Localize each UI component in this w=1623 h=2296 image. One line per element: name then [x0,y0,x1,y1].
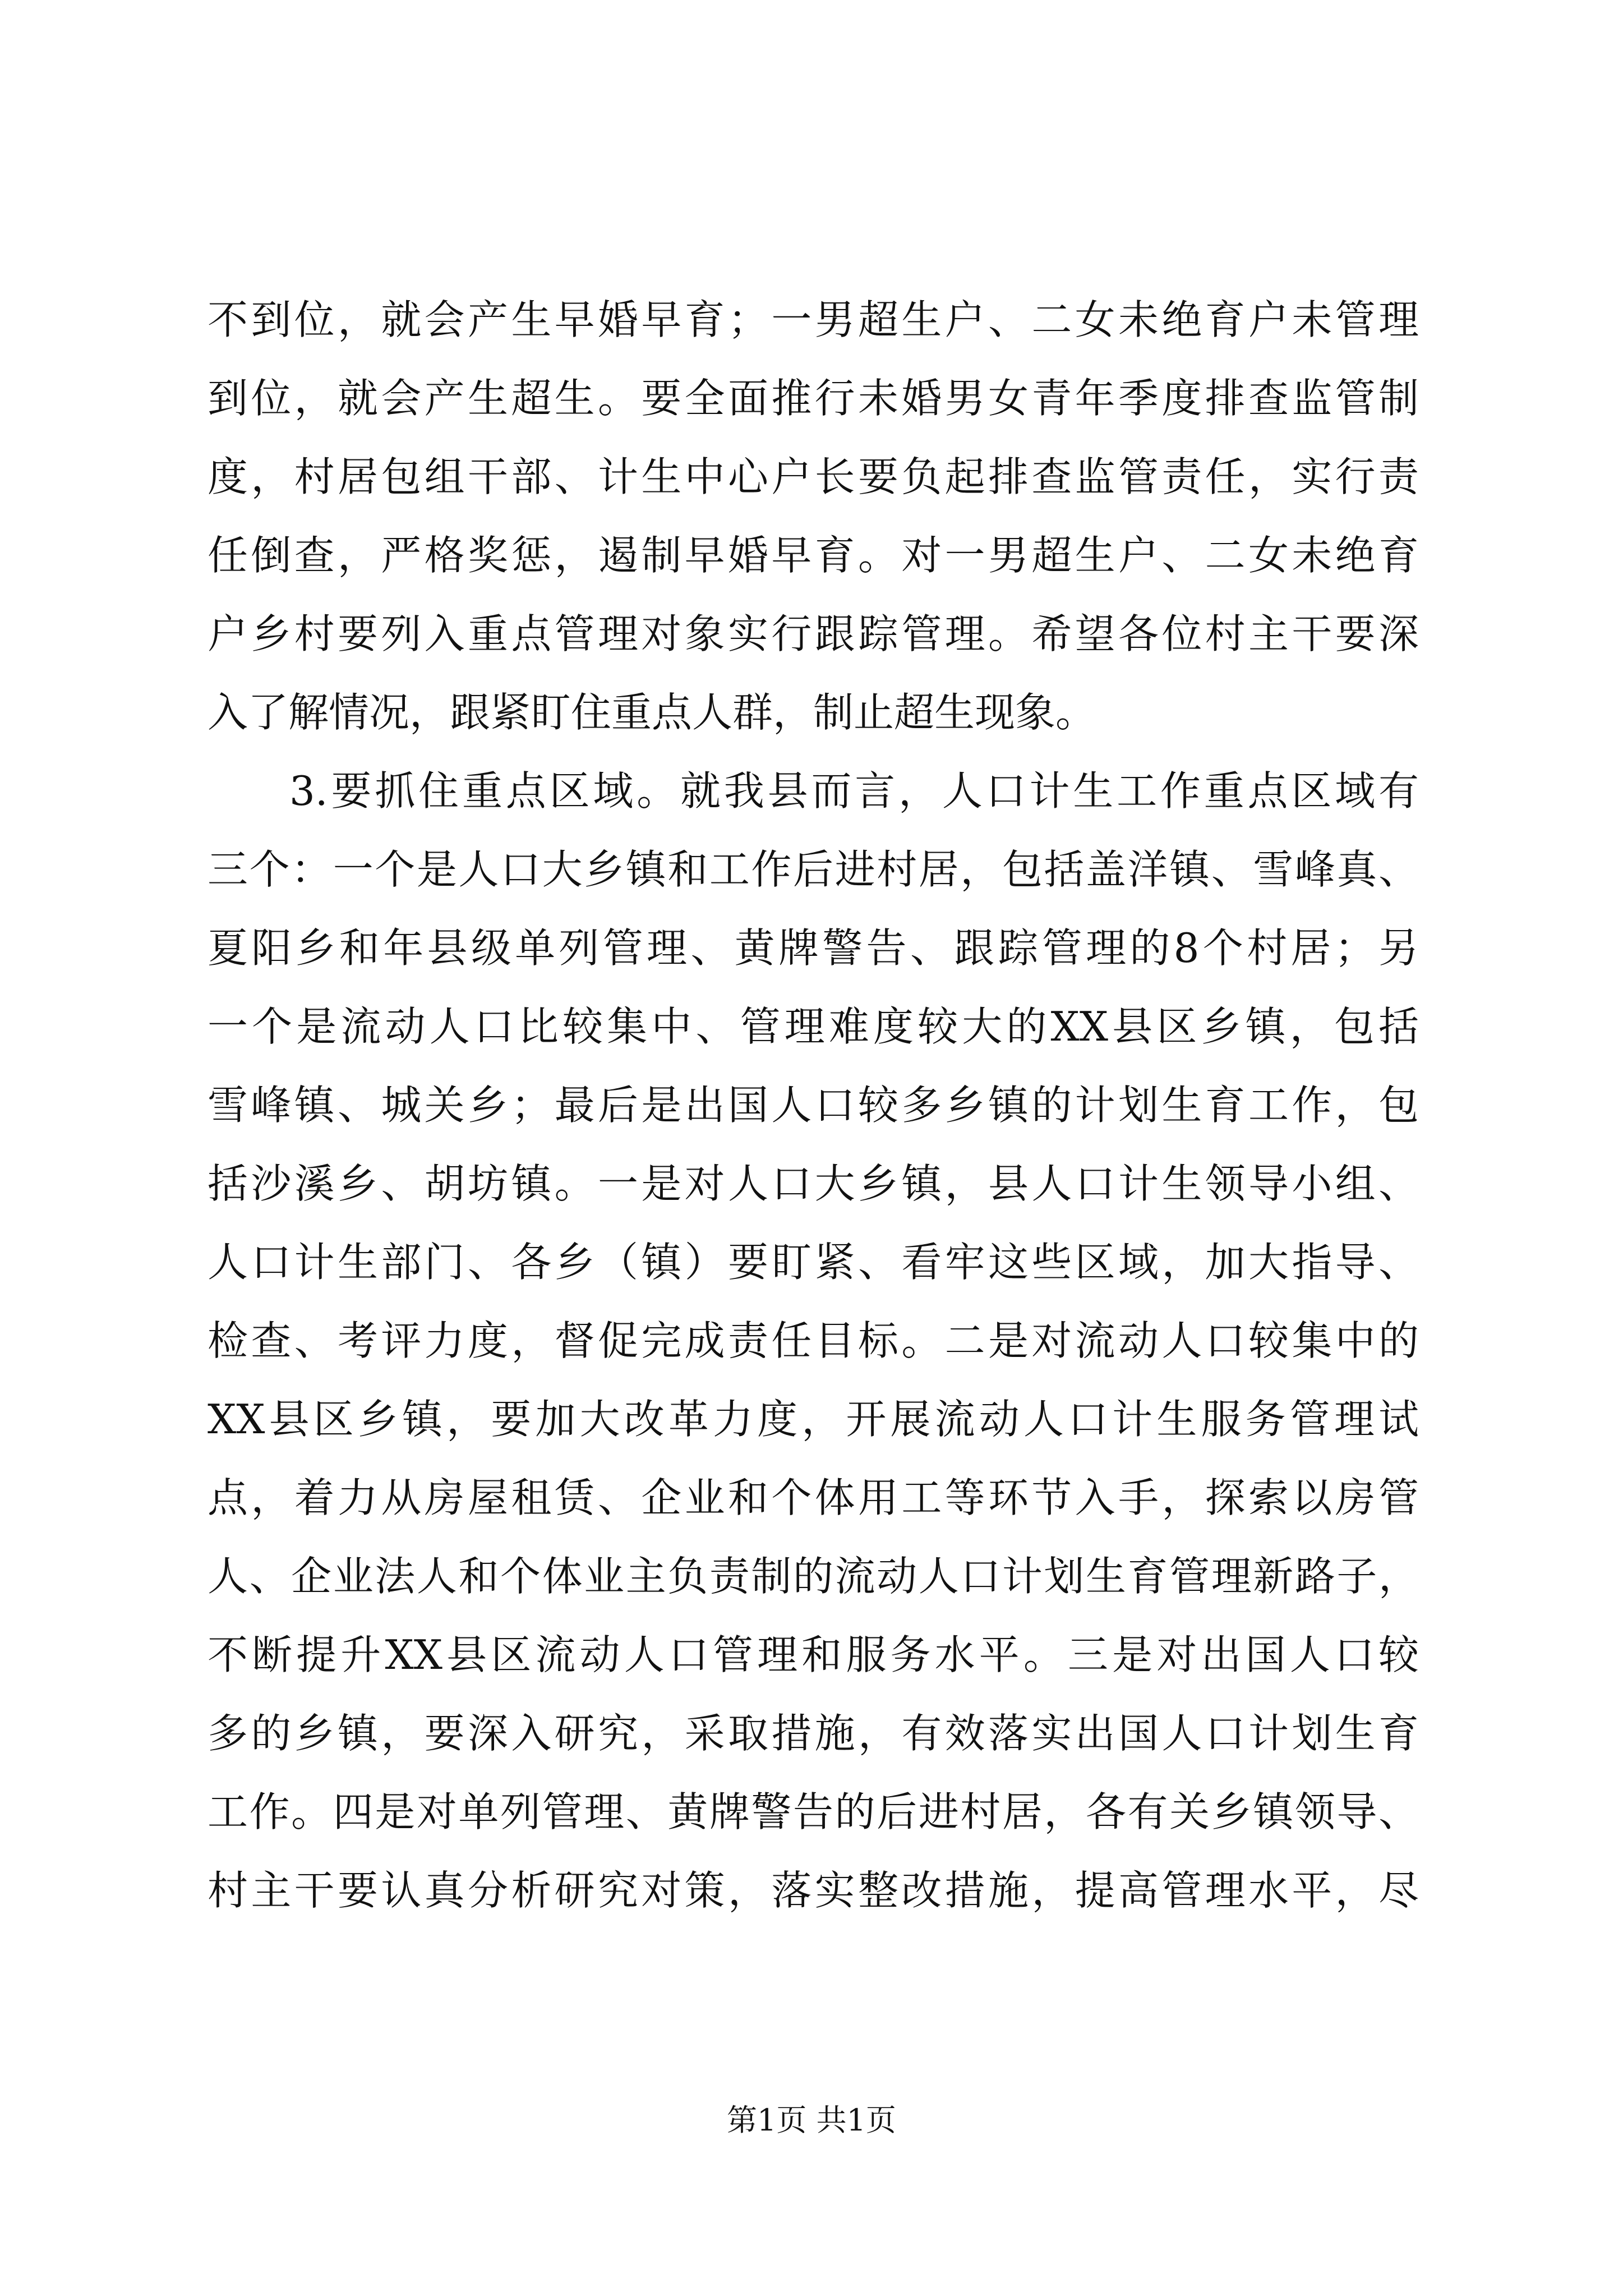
text-line: XX县区乡镇，要加大改革力度，开展流动人口计生服务管理试 [208,1396,1419,1443]
text-line: 入了解情况，跟紧盯住重点人群，制止超生现象。 [208,689,1096,736]
text-line: 雪峰镇、城关乡；最后是出国人口较多乡镇的计划生育工作，包 [208,1082,1419,1129]
text-line: 点，着力从房屋租赁、企业和个体用工等环节入手，探索以房管 [208,1474,1419,1521]
page-footer [0,2098,1623,2143]
text-line: 多的乡镇，要深入研究，采取措施，有效落实出国人口计划生育 [208,1710,1419,1757]
text-line: 夏阳乡和年县级单列管理、黄牌警告、跟踪管理的8个村居；另 [208,924,1419,972]
page-number-label: 第1页 共1页 [727,2102,896,2138]
text-line: 户乡村要列入重点管理对象实行跟踪管理。希望各位村主干要深 [208,610,1419,657]
text-line: 工作。四是对单列管理、黄牌警告的后进村居，各有关乡镇领导、 [208,1788,1419,1835]
text-line: 不到位，就会产生早婚早育；一男超生户、二女未绝育户未管理 [208,296,1419,343]
text-line: 人口计生部门、各乡（镇）要盯紧、看牢这些区域，加大指导、 [208,1239,1419,1286]
text-line: 3.要抓住重点区域。就我县而言，人口计生工作重点区域有 [289,767,1419,815]
text-line: 任倒查，严格奖惩，遏制早婚早育。对一男超生户、二女未绝育 [208,532,1419,579]
text-line: 到位，就会产生超生。要全面推行未婚男女青年季度排查监管制 [208,375,1419,422]
text-line: 检查、考评力度，督促完成责任目标。二是对流动人口较集中的 [208,1317,1419,1364]
text-line: 村主干要认真分析研究对策，落实整改措施，提高管理水平，尽 [208,1867,1419,1914]
text-line: 括沙溪乡、胡坊镇。一是对人口大乡镇，县人口计生领导小组、 [208,1160,1419,1207]
text-line: 度，村居包组干部、计生中心户长要负起排查监管责任，实行责 [208,453,1419,500]
text-line: 人、企业法人和个体业主负责制的流动人口计划生育管理新路子， [208,1553,1419,1600]
text-line: 三个：一个是人口大乡镇和工作后进村居，包括盖洋镇、雪峰真、 [208,846,1419,893]
text-line: 不断提升XX县区流动人口管理和服务水平。三是对出国人口较 [208,1631,1419,1678]
document-body [208,280,1419,1930]
text-line: 一个是流动人口比较集中、管理难度较大的XX县区乡镇，包括 [208,1003,1419,1050]
